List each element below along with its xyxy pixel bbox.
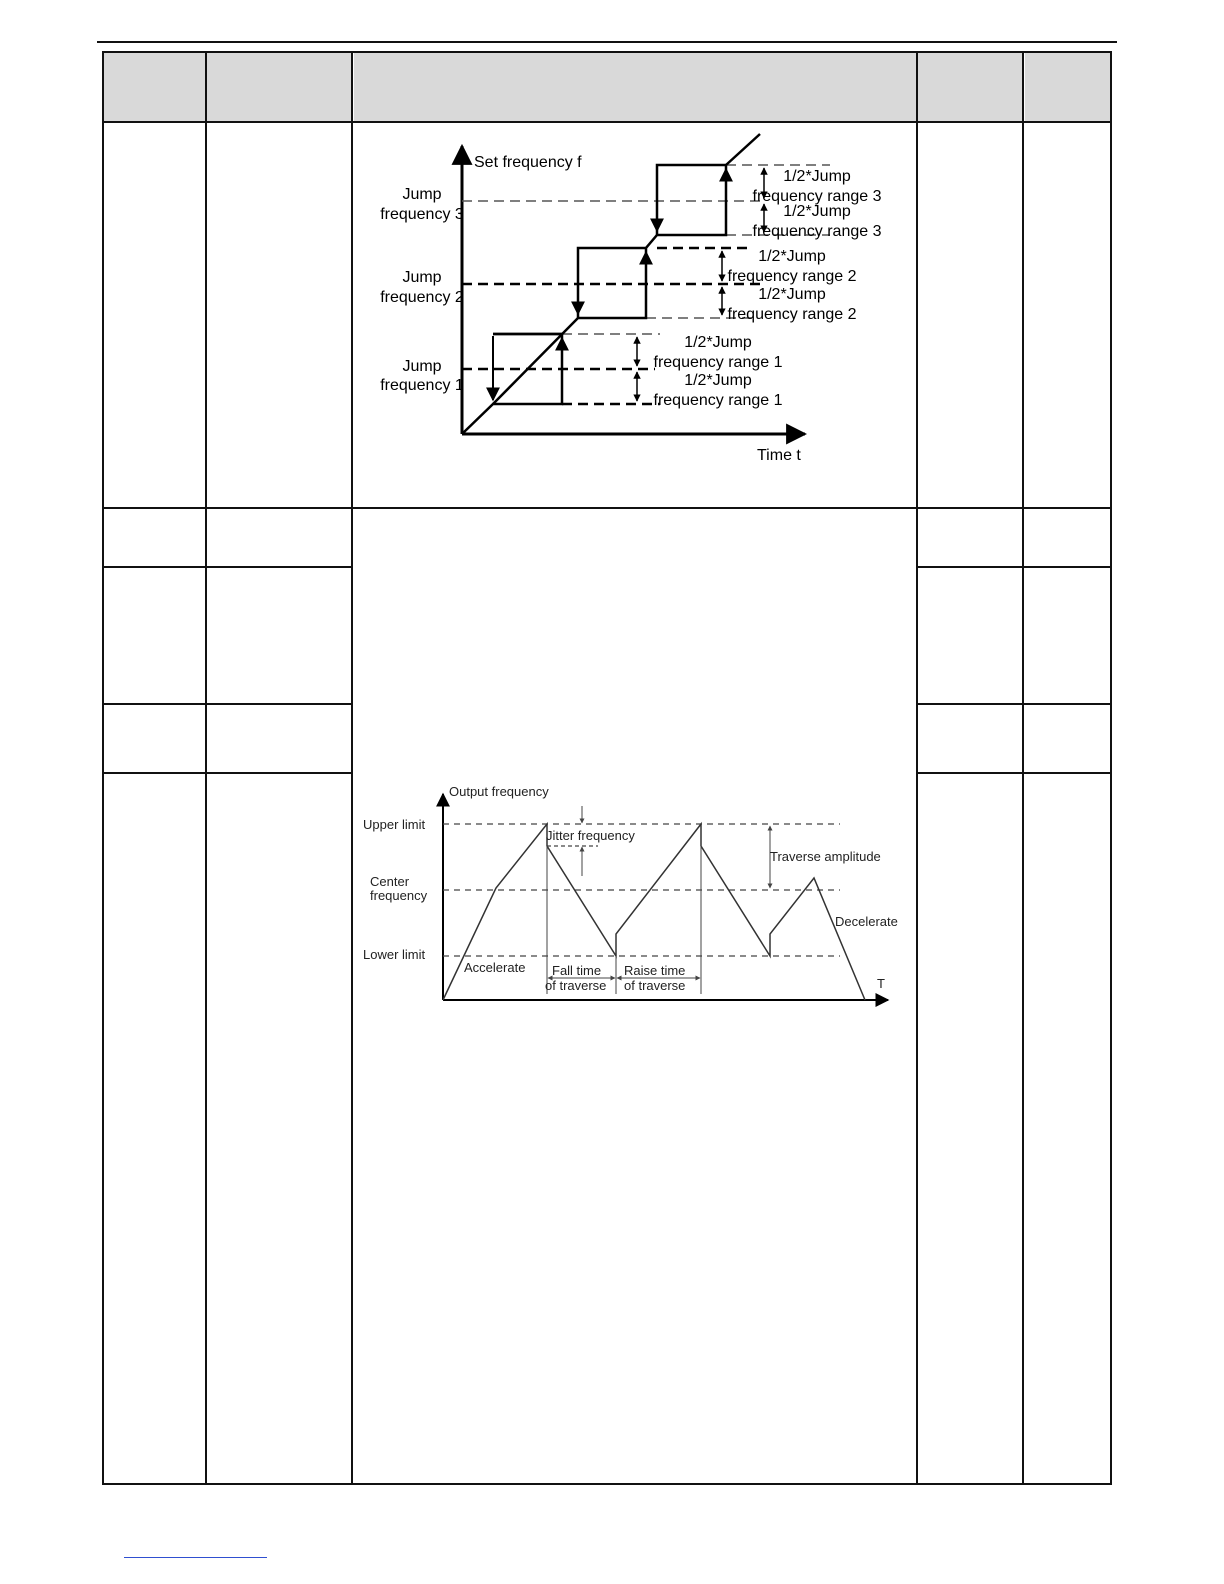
t-x-axis-label: T	[877, 976, 885, 991]
range-1a-line2: frequency range 1	[653, 354, 783, 371]
range-3b-line2: frequency range 3	[752, 223, 882, 240]
amplitude-label: Traverse amplitude	[770, 849, 881, 864]
decelerate-label: Decelerate	[835, 914, 898, 929]
table-col-divider-1	[205, 51, 207, 1485]
table-row-divider-2b	[916, 566, 1112, 568]
page-header-rule	[97, 41, 1117, 43]
table-row-divider-4a	[102, 772, 353, 774]
table-col-divider-3	[916, 51, 918, 1485]
traverse-frequency-figure	[354, 776, 914, 1016]
jump-freq-1-label-1: Jump	[402, 358, 442, 375]
range-2a-line1: 1/2*Jump	[758, 248, 826, 265]
fall-time-label-2: of traverse	[545, 978, 607, 993]
jump-freq-3-label-1: Jump	[402, 186, 442, 203]
jitter-label: Jitter frequency	[546, 828, 635, 843]
header-cell-5	[1025, 53, 1110, 121]
range-3a-line2: frequency range 3	[752, 188, 882, 205]
fall-time-label-1: Fall time	[552, 963, 602, 978]
upper-limit-label: Upper limit	[363, 817, 426, 832]
table-row-divider-header	[102, 121, 1112, 123]
table-col-divider-2	[351, 51, 353, 1485]
range-3a-line1: 1/2*Jump	[783, 168, 851, 185]
header-cell-3	[354, 53, 916, 121]
jump-frequency-figure	[354, 124, 914, 504]
raise-time-label-2: of traverse	[624, 978, 686, 993]
header-cell-2	[207, 53, 351, 121]
frequency-curve-top	[657, 165, 726, 235]
footer-link-underline[interactable]	[124, 1557, 267, 1558]
range-1a-line1: 1/2*Jump	[684, 334, 752, 351]
range-2b-line2: frequency range 2	[727, 306, 857, 323]
jump-freq-1-label-2: frequency 1	[380, 377, 464, 394]
table-row-divider-1	[102, 507, 1112, 509]
header-cell-1	[104, 53, 205, 121]
x-axis-label: Time t	[757, 447, 801, 464]
table-border-bottom	[102, 1483, 1112, 1485]
table-border-top	[102, 51, 1112, 53]
accelerate-label: Accelerate	[464, 960, 526, 975]
t-y-axis-label: Output frequency	[449, 784, 549, 799]
jump-freq-2-label-1: Jump	[402, 269, 442, 286]
table-row-divider-3b	[916, 703, 1112, 705]
range-1b-line1: 1/2*Jump	[684, 372, 752, 389]
y-axis-label: Set frequency f	[474, 154, 582, 171]
table-col-divider-4	[1022, 51, 1024, 1485]
table-row-divider-3a	[102, 703, 353, 705]
jump-freq-3-label-2: frequency 3	[380, 206, 464, 223]
range-2b-line1: 1/2*Jump	[758, 286, 826, 303]
range-3b-line1: 1/2*Jump	[783, 203, 851, 220]
table-border-right	[1110, 51, 1112, 1485]
raise-time-label-1: Raise time	[624, 963, 686, 978]
table-row-divider-4b	[916, 772, 1112, 774]
table-border-left	[102, 51, 104, 1485]
center-frequency-label-2: frequency	[370, 888, 428, 903]
table-row-divider-2a	[102, 566, 353, 568]
center-frequency-label-1: Center	[370, 874, 410, 889]
range-1b-line2: frequency range 1	[653, 392, 783, 409]
lower-limit-label: Lower limit	[363, 947, 426, 962]
jump-freq-2-label-2: frequency 2	[380, 289, 464, 306]
header-cell-4	[918, 53, 1022, 121]
range-2a-line2: frequency range 2	[727, 268, 857, 285]
